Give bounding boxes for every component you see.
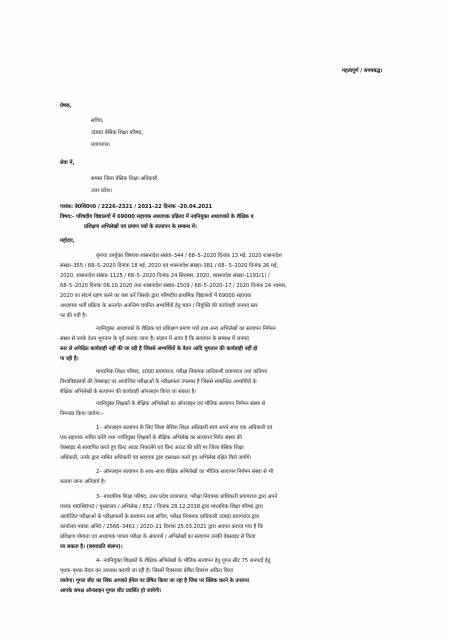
para2-line: नवनियुक्त अध्यापकों के शैक्षिक एवं प्रशिक्षण प्रमाण पत्रों तथा अन्य अभिलेखों का सत्यापन निर्गमन — [96, 326, 276, 332]
point4-line: जायेगा। गूगल सीट का लिंक आपको ईमेल पर प्रेषित किया जा रहा है जिस पर क्लिक करने के उपरान्त — [60, 578, 249, 584]
point1-line: 1– ऑनलाइन सत्यापन के लिए जिला बेसिक शिक्षा अधिकारी स्वयं अपने साथ एक अधिकारी एवं — [96, 425, 273, 431]
para4-line: निम्नवत किया जायेगा:– — [60, 411, 104, 417]
para1-line: अध्यापक भर्ती प्रक्रिया के अन्तर्गत अनन्तिम चयनित अभ्यर्थियों हेतु चयन / नियुक्ति की कार्यवाही जनपद स्तर — [60, 303, 258, 309]
point4-line: 4– नवनियुक्त शिक्षकों के शैक्षिक अभिलेखों के भौतिक सत्यापन हेतु गूगल सीट 75 जनपदों हेतु — [96, 558, 271, 564]
subject-line-1: विषय:- परिषदीय विद्यालयों में 69000 सहायक अध्यापक प्रक्रिया में नवनियुक्त अध्यापकों के शैक्षिक व — [60, 214, 254, 220]
point3-line: कार्यालय पत्रांक अनि0 / 2566–3461 / 2020–21 दिनांक 25.03.2021 द्वारा अवगत कराया गया है कि — [60, 524, 264, 530]
sender-line-2: उ0प्र0 बेसिक शिक्षा परिषद, — [91, 130, 144, 136]
subject-line-2: प्रशिक्षण अभिलेखों एवं प्रमाण पत्रों के सत्यापन के सम्बन्ध में। — [84, 224, 197, 230]
point1-line: वेबसाइट से सत्यापित करते हुए प्रिन्ट आउट निकालेंगे एवं प्रिन्ट आउट की प्रति पर जिला बेसिक शिक्षा — [60, 445, 244, 451]
para1-line: पर की गयी है। — [60, 313, 87, 319]
point3-line: 3– माध्यमिक शिक्षा परिषद, उत्तर प्रदेश प्रयागराज, परीक्षा नियामक प्राधिकारी प्रयागराज द्वारा अपने — [96, 494, 278, 500]
point3-line: प्रशिक्षण योग्यता एवं अध्यापक पात्रता परीक्षा के अंकपत्रों / अभिलेखों का सत्यापन उनकी वेबसाइट से किया — [60, 534, 256, 540]
point3-line: आयोजित परीक्षाओं के परीक्षाफलों के सत्यापन तथा सचिव, परीक्षा नियामक प्राधिकारी उ0प्र0 प्रयागराज द्वारा — [60, 514, 260, 520]
para1-line: कृपया उपर्युक्त विषयक शासनादेश संख्या–344 / 68–5–2020 दिनांक 13 मई, 2020 शासनादेश — [96, 253, 282, 259]
point2-line: कराया जाना अनिवार्य है। — [60, 479, 106, 485]
point1-line: अधिकारी, उनके द्वारा नामित अधिकारी एवं सहायक द्वारा हस्ताक्षर करते हुए अभिलेख रक्षित किये जायेंगे। — [60, 455, 252, 461]
para3-line: माध्यमिक शिक्षा परिषद, उ0प्र0 प्रयागराज, परीक्षा नियामक प्राधिकारी प्रयागराज तथा कतिपय — [96, 369, 268, 375]
from-label: प्रेषक, — [60, 103, 72, 109]
point3-line: जा सकता है। (छायाप्रति संलग्न)। — [60, 544, 123, 550]
para2-line: संस्था से उनके वेतन भुगतान के पूर्व कराया जाना है। संज्ञान में आया है कि सत्यापन के सम्बन्ध में जनपद — [60, 336, 249, 342]
para1-line: संख्या–355 / 68–5–2020 दिनांक 18 मई, 2020 एवं शासनादेश संख्या–381 / 68– 5–2020 दिनांक 26 मई, — [60, 263, 279, 269]
to-label: सेवा में, — [60, 160, 75, 166]
para4-line: नवनियुक्त शिक्षकों के शैक्षिक अभिलेखों का ऑनलाइन एवं भौतिक सत्यापन निर्गमन संस्था से — [96, 401, 266, 407]
sender-line-1: सचिव, — [91, 118, 104, 124]
para1-line: 68–5–2020 दिनांक 06.10.2020 तथा शासनादेश संख्या–1509 / 68–5–2020–17 / 2020 दिनांक 24 नवम्बर, — [60, 283, 287, 289]
importance-tag: महत्वपूर्ण / समयबद्ध। — [342, 68, 383, 74]
para1-line: 2020 का संदर्भ ग्रहण करने का कष्ट करें जिसके द्वारा परिषदीय प्राथमिक विद्यालयों में 69000 सहायक — [60, 293, 251, 299]
sender-line-3: प्रयागराज। — [91, 142, 111, 148]
reference-line: पत्रांक: बे0शि0प0 / 2226–2321 / 2021–22 दिनांक –20.04.2021 — [60, 204, 213, 210]
point4-line: आपके समक्ष ऑनलाइन गूगल सीट प्रदर्शित हो जायेगी। — [60, 588, 161, 594]
para3-line: शैक्षिक अभिलेखों के सत्यापन की कार्यवाही ऑनलाइन किया जा सकता है। — [60, 389, 197, 395]
recipient-line-1: समस्त जिला बेसिक शिक्षा अधिकारी, — [91, 176, 159, 182]
point1-line: एक सहायक नामित करेंगे तथा नवनियुक्त शिक्षकों के शैक्षिक अभिलेख का सत्यापन निर्गत संस्था की — [60, 435, 242, 441]
para3-line: विश्वविद्यालयों की वेबसाइट पर आयोजित परीक्षाओं के परीक्षाफल उपलब्ध है जिससे सम्बन्धित अभ्यर्थियों के — [60, 379, 257, 385]
para2-line: स्तर से अपेक्षित कार्यवाही नहीं की जा रही है जिससे अभ्यर्थियों के वेतन आदि भुगतान की कार्यवाही नहीं हो — [60, 346, 258, 352]
point3-line: पत्रांक मा0शि0प0 / मुख्यालय / अभिलेख / 852 / दिनांक 28.12.2018 द्वारा माध्यमिक शिक्षा परिषद द्वारा — [60, 504, 263, 510]
salutation: महोदय, — [60, 238, 75, 244]
point2-line: 2– ऑनलाइन सत्यापन के साथ–साथ शैक्षिक अभिलेखों का भौतिक सत्यापन निर्गमन संस्था से भी — [96, 469, 274, 475]
para2-line: पा रही है। — [60, 356, 79, 362]
recipient-line-2: उत्तर प्रदेश। — [91, 188, 112, 194]
para1-line: 2020, शासनादेश संख्या–1125 / 68–5–2020 दिनांक 24 सितम्बर, 2020, शासनादेश संख्या–1191(1) / — [60, 273, 270, 279]
point4-line: पृथक–पृथक तैयार कर उपलब्ध करायी जा रही है। जिसमें दिवसवार प्रेषित विवरण अंकित किया — [60, 568, 234, 574]
